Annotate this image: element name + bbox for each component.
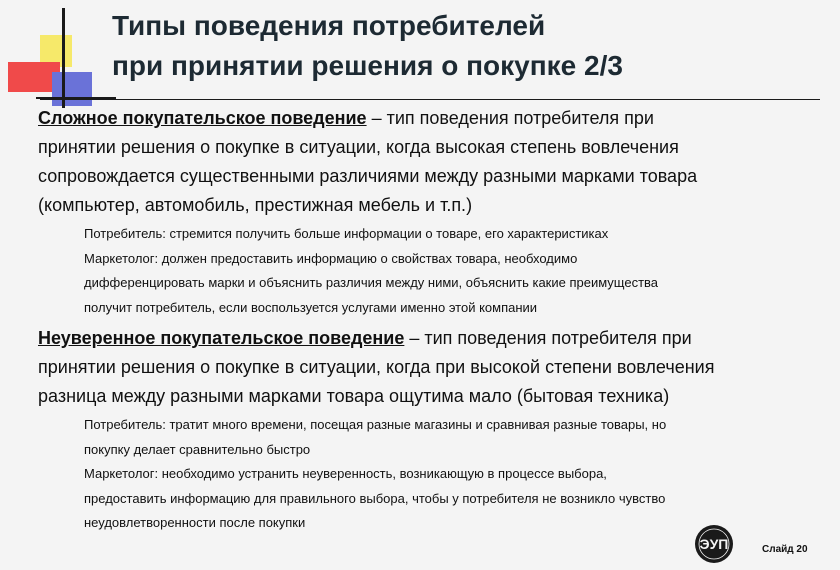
section2-marketer-line2: предоставить информацию для правильного выбора, чтобы у потребителя не возникло чувство bbox=[84, 490, 666, 506]
section1-definition bbox=[38, 104, 818, 220]
section1-consumer-text: Потребитель: стремится получить больше информации о товаре, его характеристиках bbox=[84, 226, 609, 241]
slide-content bbox=[38, 104, 818, 536]
section1-marketer-line3: получит потребитель, если воспользуется услугами именно этой компании bbox=[84, 299, 538, 315]
section2-consumer-line2: покупку делает сравнительно быстро bbox=[84, 441, 311, 457]
slide-number: Слайд 20 bbox=[762, 544, 808, 555]
slide-title bbox=[112, 6, 812, 86]
section1-marketer bbox=[38, 247, 818, 321]
section1-consumer bbox=[38, 222, 818, 247]
section1-marketer-line1: Маркетолог: должен предоставить информацию о свойствах товара, необходимо bbox=[84, 250, 578, 266]
title-underline bbox=[40, 99, 820, 100]
logo-text: ЭУП bbox=[699, 536, 729, 552]
section2-line3: разница между разными марками товара ощутима мало (бытовая техника) bbox=[38, 386, 670, 406]
title-line-1: Типы поведения потребителей bbox=[112, 10, 546, 41]
title-line-2: при принятии решения о покупке 2/3 bbox=[112, 50, 623, 81]
section1-term: Сложное покупательское поведение bbox=[38, 108, 367, 128]
decorative-vertical-line bbox=[62, 8, 65, 108]
section2-marketer-line1: Маркетолог: необходимо устранить неуверенность, возникающую в процессе выбора, bbox=[84, 466, 607, 481]
section1-line3: сопровождается существенными различиями между разными марками товара bbox=[38, 166, 698, 186]
section2-consumer-line1: Потребитель: тратит много времени, посещая разные магазины и сравнивая разные товары, но bbox=[84, 417, 667, 432]
section2-line2: принятии решения о покупке в ситуации, когда при высокой степени вовлечения bbox=[38, 357, 715, 377]
section1-marketer-line2: дифференцировать марки и объяснить различия между ними, объяснить какие преимущества bbox=[84, 275, 659, 290]
section2-term: Неуверенное покупательское поведение bbox=[38, 328, 405, 348]
section2-definition bbox=[38, 324, 818, 411]
department-logo-icon bbox=[686, 523, 742, 565]
section1-line4: (компьютер, автомобиль, престижная мебель и т.п.) bbox=[38, 195, 473, 215]
section2-marketer-line3: неудовлетворенности после покупки bbox=[84, 515, 306, 530]
section1-line1-rest: – тип поведения потребителя при bbox=[366, 108, 654, 128]
section2-line1-rest: – тип поведения потребителя при bbox=[404, 328, 692, 348]
decorative-blue-square bbox=[52, 72, 92, 106]
section1-line2: принятии решения о покупке в ситуации, когда высокая степень вовлечения bbox=[38, 137, 679, 157]
section2-consumer bbox=[38, 413, 818, 462]
